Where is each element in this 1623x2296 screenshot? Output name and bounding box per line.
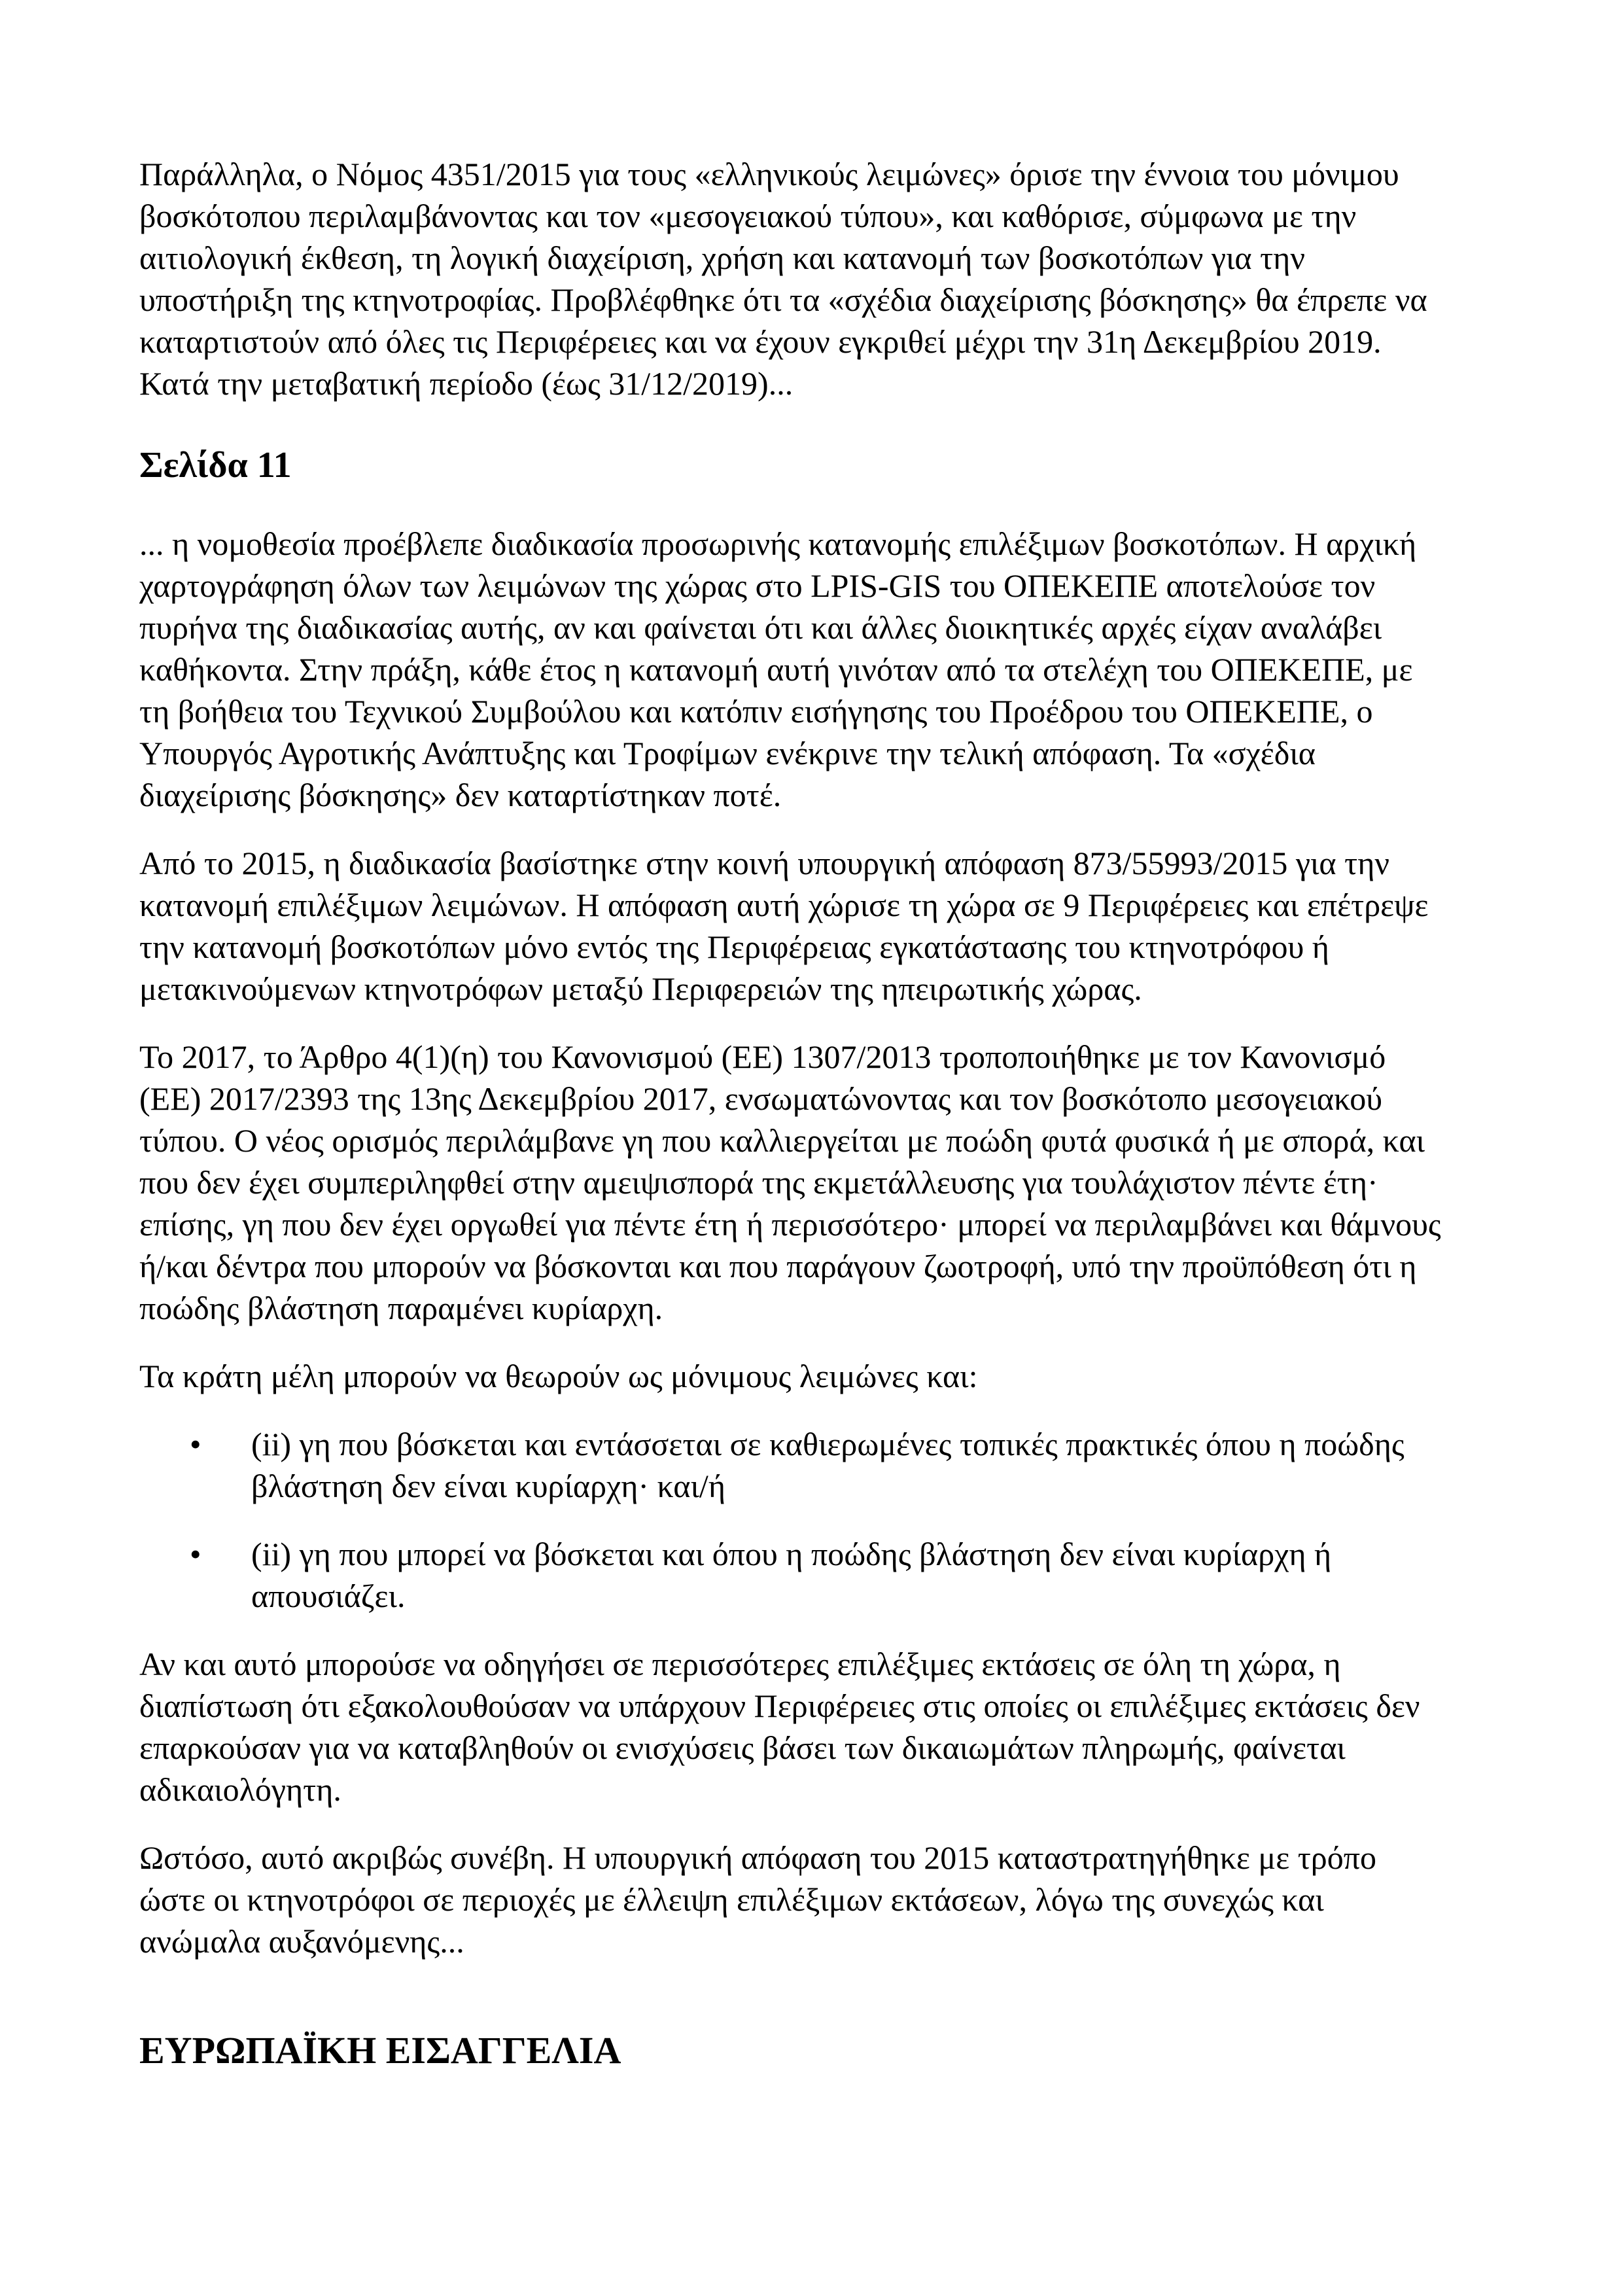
- paragraph-ministerial-decision-2015: Από το 2015, η διαδικασία βασίστηκε στην κοινή υπουργική απόφαση 873/55993/2015 για την κατανομή επιλέξιμων λειμώνων. Η απόφαση αυτή χώρισε τη χώρα σε 9 Περιφέρειες και επέτρεψε την κατανομή βοσκοτόπων μόνο εντός της Περιφέρειας εγκατάστασης του κτηνοτρόφου ή μετακινούμενων κτηνοτρόφων μεταξύ Περιφερειών της ηπειρωτικής χώρας.: [139, 845, 1429, 1007]
- paragraph-eligible-areas: Αν και αυτό μπορούσε να οδηγήσει σε περισσότερες επιλέξιμες εκτάσεις σε όλη τη χώρα, η διαπίστωση ότι εξακολουθούσαν να υπάρχουν Περιφέρειες στις οποίες οι επιλέξιμες εκτάσεις δεν επαρκούσαν για να καταβληθούν οι ενισχύσεις βάσει των δικαιωμάτων πληρωμής, φαίνεται αδικαιολόγητη.: [139, 1646, 1420, 1808]
- bullet-marker-icon: •: [190, 1536, 201, 1572]
- paragraph-member-states-intro: Τα κράτη μέλη μπορούν να θεωρούν ως μόνιμους λειμώνες και:: [139, 1358, 978, 1394]
- bullet-text-grazable-land: (ii) γη που μπορεί να βόσκεται και όπου η ποώδης βλάστηση δεν είναι κυρίαρχη ή απουσιάζει.: [251, 1536, 1332, 1614]
- intro-paragraph: Παράλληλα, ο Νόμος 4351/2015 για τους «ελληνικούς λειμώνες» όρισε την έννοια του μόνιμου βοσκότοπου περιλαμβάνοντας και τον «μεσογειακού τύπου», και καθόρισε, σύμφωνα με την αιτιολογική έκθεση, τη λογική διαχείριση, χρήση και κατανομή των βοσκοτόπων για την υποστήριξη της κτηνοτροφίας. Προβλέφθηκε ότι τα «σχέδια διαχείρισης βόσκησης» θα έπρεπε να καταρτιστούν από όλες τις Περιφέρειες και να έχουν εγκριθεί μέχρι την 31η Δεκεμβρίου 2019. Κατά την μεταβατική περίοδο (έως 31/12/2019)...: [139, 156, 1427, 402]
- bullet-item: [139, 1533, 1449, 1617]
- bullet-item: [139, 1423, 1449, 1507]
- footer-heading: ΕΥΡΩΠΑΪΚΗ ΕΙΣΑΓΓΕΛΙΑ: [139, 2029, 621, 2072]
- paragraph-regulation-2017: Το 2017, το Άρθρο 4(1)(η) του Κανονισμού (ΕΕ) 1307/2013 τροποποιήθηκε με τον Κανονισμό (ΕΕ) 2017/2393 της 13ης Δεκεμβρίου 2017, ενσωματώνοντας και τον βοσκότοπο μεσογειακού τύπου. Ο νέος ορισμός περιλάμβανε γη που καλλιεργείται με ποώδη φυτά φυσικά ή με σπορά, και που δεν έχει συμπεριληφθεί στην αμειψισπορά της εκμετάλλευσης για τουλάχιστον πέντε έτη· επίσης, γη που δεν έχει οργωθεί για πέντε έτη ή περισσότερο· μπορεί να περιλαμβάνει και θάμνους ή/και δέντρα που μπορούν να βόσκονται και που παράγουν ζωοτροφή, υπό την προϋπόθεση ότι η ποώδης βλάστηση παραμένει κυρίαρχη.: [139, 1038, 1441, 1326]
- bullet-marker-icon: •: [190, 1426, 201, 1462]
- bullet-text-grazed-land: (ii) γη που βόσκεται και εντάσσεται σε καθιερωμένες τοπικές πρακτικές όπου η ποώδης βλάστηση δεν είναι κυρίαρχη· και/ή: [251, 1426, 1405, 1504]
- paragraph-legislation-process: ... η νομοθεσία προέβλεπε διαδικασία προσωρινής κατανομής επιλέξιμων βοσκοτόπων. Η αρχική χαρτογράφηση όλων των λειμώνων της χώρας στο LPIS-GIS του ΟΠΕΚΕΠΕ αποτελούσε τον πυρήνα της διαδικασίας αυτής, αν και φαίνεται ότι και άλλες διοικητικές αρχές είχαν αναλάβει καθήκοντα. Στην πράξη, κάθε έτος η κατανομή αυτή γινόταν από τα στελέχη του ΟΠΕΚΕΠΕ, με τη βοήθεια του Τεχνικού Συμβούλου και κατόπιν εισήγησης του Προέδρου του ΟΠΕΚΕΠΕ, ο Υπουργός Αγροτικής Ανάπτυξης και Τροφίμων ενέκρινε την τελική απόφαση. Τα «σχέδια διαχείρισης βόσκησης» δεν καταρτίστηκαν ποτέ.: [139, 525, 1417, 813]
- page-heading: Σελίδα 11: [139, 445, 292, 486]
- paragraph-circumvention: Ωστόσο, αυτό ακριβώς συνέβη. Η υπουργική απόφαση του 2015 καταστρατηγήθηκε με τρόπο ώστε οι κτηνοτρόφοι σε περιοχές με έλλειψη επιλέξιμων εκτάσεων, λόγω της συνεχώς και ανώμαλα αυξανόμενης...: [139, 1839, 1376, 1960]
